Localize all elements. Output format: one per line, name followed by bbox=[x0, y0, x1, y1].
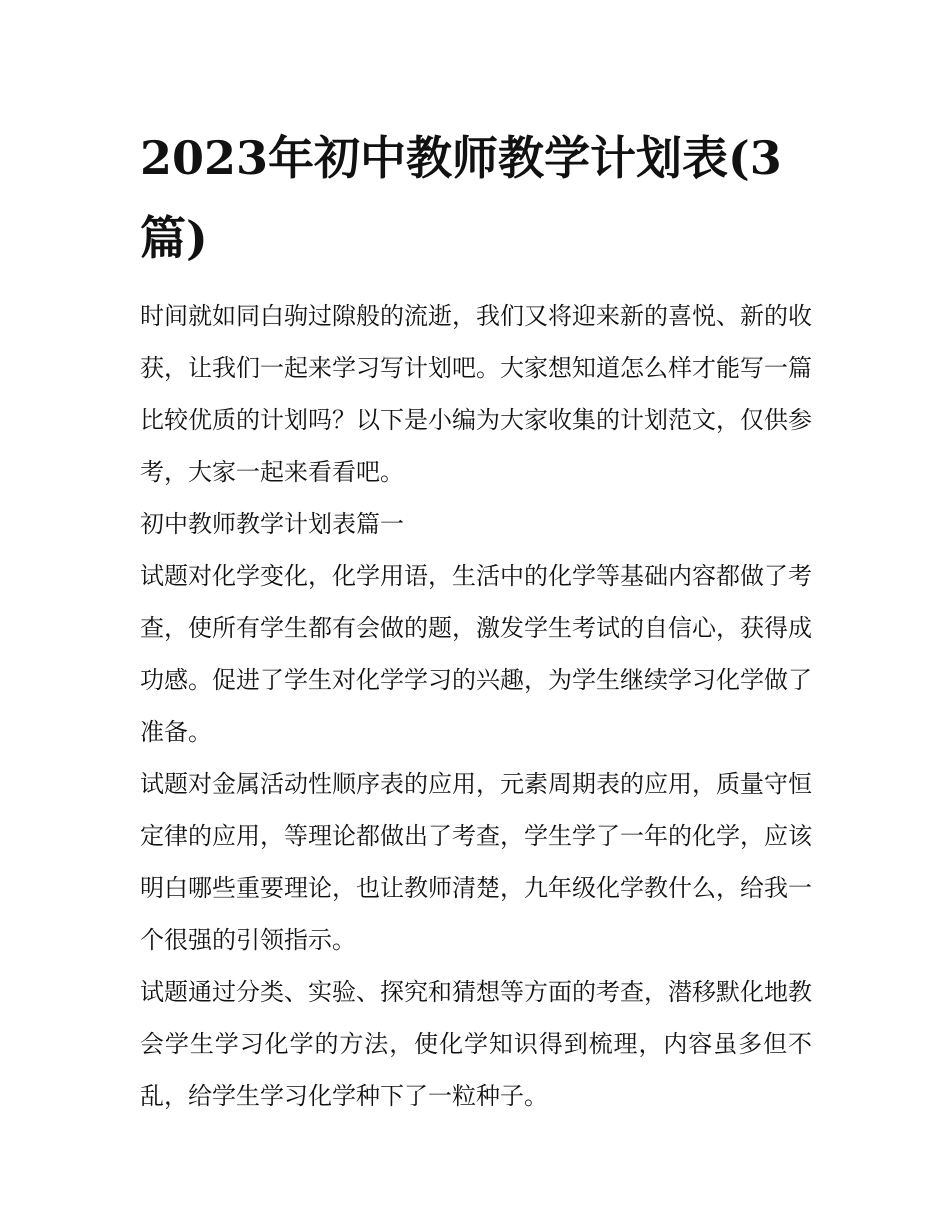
document-title: 2023年初中教师教学计划表(3篇) bbox=[140, 131, 782, 265]
section-heading: 初中教师教学计划表篇一 bbox=[140, 510, 404, 538]
intro-paragraph: 时间就如同白驹过隙般的流逝，我们又将迎来新的喜悦、新的收获，让我们一起来学习写计划吧。大家想知道怎么样才能写一篇比较优质的计划吗？以下是小编为大家收集的计划范文，仅供参考，大家一起来看看吧。 bbox=[140, 302, 812, 486]
body-paragraph-1: 试题对化学变化，化学用语，生活中的化学等基础内容都做了考查，使所有学生都有会做的题，激发学生考试的自信心，获得成功感。促进了学生对化学学习的兴趣，为学生继续学习化学做了准备。 bbox=[140, 562, 812, 746]
document-page bbox=[140, 118, 812, 1122]
body-paragraph-3: 试题通过分类、实验、探究和猜想等方面的考查，潜移默化地教会学生学习化学的方法，使化学知识得到梳理，内容虽多但不乱，给学生学习化学种下了一粒种子。 bbox=[140, 978, 812, 1110]
body-paragraph-2: 试题对金属活动性顺序表的应用，元素周期表的应用，质量守恒定律的应用，等理论都做出了考查，学生学了一年的化学，应该明白哪些重要理论，也让教师清楚，九年级化学教什么，给我一个很强的引领指示。 bbox=[140, 770, 812, 954]
